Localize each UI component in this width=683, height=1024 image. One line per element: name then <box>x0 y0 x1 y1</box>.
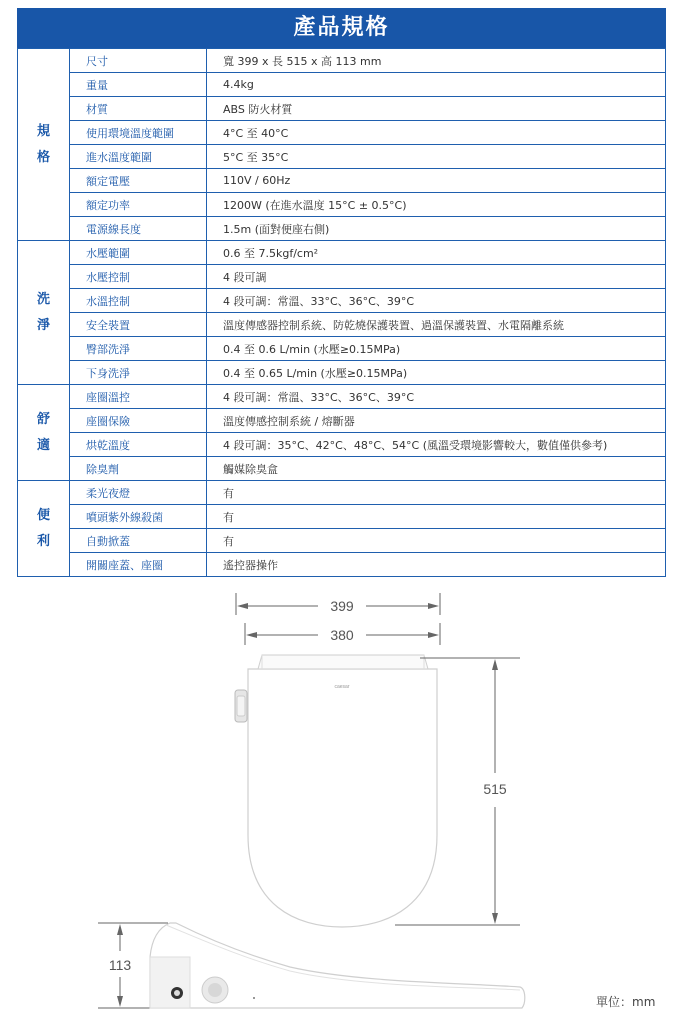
spec-value: ABS 防火材質 <box>207 97 666 121</box>
spec-value: 溫度傳感控制系統 / 熔斷器 <box>207 409 666 433</box>
spec-row <box>18 385 666 409</box>
spec-value: 4 段可調 <box>207 265 666 289</box>
spec-title: 產品規格 <box>17 8 666 48</box>
spec-row <box>18 409 666 433</box>
spec-value: 有 <box>207 505 666 529</box>
spec-row <box>18 121 666 145</box>
spec-value: 0.4 至 0.65 L/min (水壓≥0.15MPa) <box>207 361 666 385</box>
brand-logo: caesar <box>334 684 350 690</box>
category-char: 便 <box>36 507 50 523</box>
spec-name: 水壓範圍 <box>70 241 207 265</box>
seat-top-view <box>235 655 437 927</box>
spec-name: 重量 <box>70 73 207 97</box>
spec-row <box>18 505 666 529</box>
spec-name: 安全裝置 <box>70 313 207 337</box>
spec-row <box>18 529 666 553</box>
spec-row <box>18 289 666 313</box>
spec-name: 下身洗淨 <box>70 361 207 385</box>
category-char: 規 <box>36 123 50 139</box>
spec-name: 進水溫度範圍 <box>70 145 207 169</box>
category-label <box>18 481 70 577</box>
spec-table <box>17 8 666 577</box>
spec-name: 座圈溫控 <box>70 385 207 409</box>
spec-name: 材質 <box>70 97 207 121</box>
spec-value: 有 <box>207 529 666 553</box>
spec-name: 烘乾溫度 <box>70 433 207 457</box>
spec-name: 額定功率 <box>70 193 207 217</box>
spec-value: 110V / 60Hz <box>207 169 666 193</box>
spec-name: 水壓控制 <box>70 265 207 289</box>
spec-row <box>18 313 666 337</box>
spec-row <box>18 193 666 217</box>
spec-row <box>18 241 666 265</box>
spec-name: 除臭劑 <box>70 457 207 481</box>
spec-value: 0.4 至 0.6 L/min (水壓≥0.15MPa) <box>207 337 666 361</box>
spec-name: 臀部洗淨 <box>70 337 207 361</box>
spec-row <box>18 481 666 505</box>
unit-label: 單位：mm <box>596 995 656 1009</box>
spec-grid <box>17 48 666 577</box>
category-char: 適 <box>36 437 50 453</box>
category-label <box>18 49 70 241</box>
spec-name: 開關座蓋、座圈 <box>70 553 207 577</box>
spec-name: 電源線長度 <box>70 217 207 241</box>
width-inner-label: 380 <box>330 627 354 643</box>
spec-row <box>18 265 666 289</box>
spec-name: 柔光夜燈 <box>70 481 207 505</box>
spec-name: 使用環境溫度範圍 <box>70 121 207 145</box>
spec-value: 4 段可調：35°C、42°C、48°C、54°C (風溫受環境影響較大，數值僅供參考) <box>207 433 666 457</box>
spec-value: 4.4kg <box>207 73 666 97</box>
spec-value: 4°C 至 40°C <box>207 121 666 145</box>
spec-row <box>18 49 666 73</box>
dimension-drawing <box>0 585 683 1024</box>
spec-row <box>18 553 666 577</box>
length-label: 515 <box>483 781 507 797</box>
spec-name: 水溫控制 <box>70 289 207 313</box>
height-label: 113 <box>108 957 132 973</box>
spec-value: 寬 399 x 長 515 x 高 113 mm <box>207 49 666 73</box>
seat-side-view <box>150 923 525 1008</box>
spec-row <box>18 145 666 169</box>
spec-value: 溫度傳感器控制系統、防乾燒保護裝置、過溫保護裝置、水電隔離系統 <box>207 313 666 337</box>
spec-row <box>18 73 666 97</box>
spec-row <box>18 169 666 193</box>
spec-row <box>18 457 666 481</box>
spec-row <box>18 337 666 361</box>
spec-row <box>18 217 666 241</box>
spec-value: 有 <box>207 481 666 505</box>
spec-value: 1.5m (面對便座右側) <box>207 217 666 241</box>
spec-name: 噴頭紫外線殺菌 <box>70 505 207 529</box>
spec-name: 座圈保險 <box>70 409 207 433</box>
spec-value: 0.6 至 7.5kgf/cm² <box>207 241 666 265</box>
spec-value: 觸媒除臭盒 <box>207 457 666 481</box>
spec-value: 1200W (在進水溫度 15°C ± 0.5°C) <box>207 193 666 217</box>
spec-name: 自動掀蓋 <box>70 529 207 553</box>
spec-name: 尺寸 <box>70 49 207 73</box>
spec-value: 5°C 至 35°C <box>207 145 666 169</box>
category-char: 格 <box>36 149 50 165</box>
category-char: 淨 <box>36 317 50 333</box>
spec-value: 遙控器操作 <box>207 553 666 577</box>
category-char: 洗 <box>36 291 50 307</box>
spec-value: 4 段可調：常溫、33°C、36°C、39°C <box>207 385 666 409</box>
spec-name: 額定電壓 <box>70 169 207 193</box>
category-char: 利 <box>36 533 50 549</box>
spec-row <box>18 97 666 121</box>
category-char: 舒 <box>36 411 50 427</box>
category-label <box>18 385 70 481</box>
width-outer-label: 399 <box>330 598 354 614</box>
spec-value: 4 段可調：常溫、33°C、36°C、39°C <box>207 289 666 313</box>
category-label <box>18 241 70 385</box>
spec-row <box>18 361 666 385</box>
spec-row <box>18 433 666 457</box>
